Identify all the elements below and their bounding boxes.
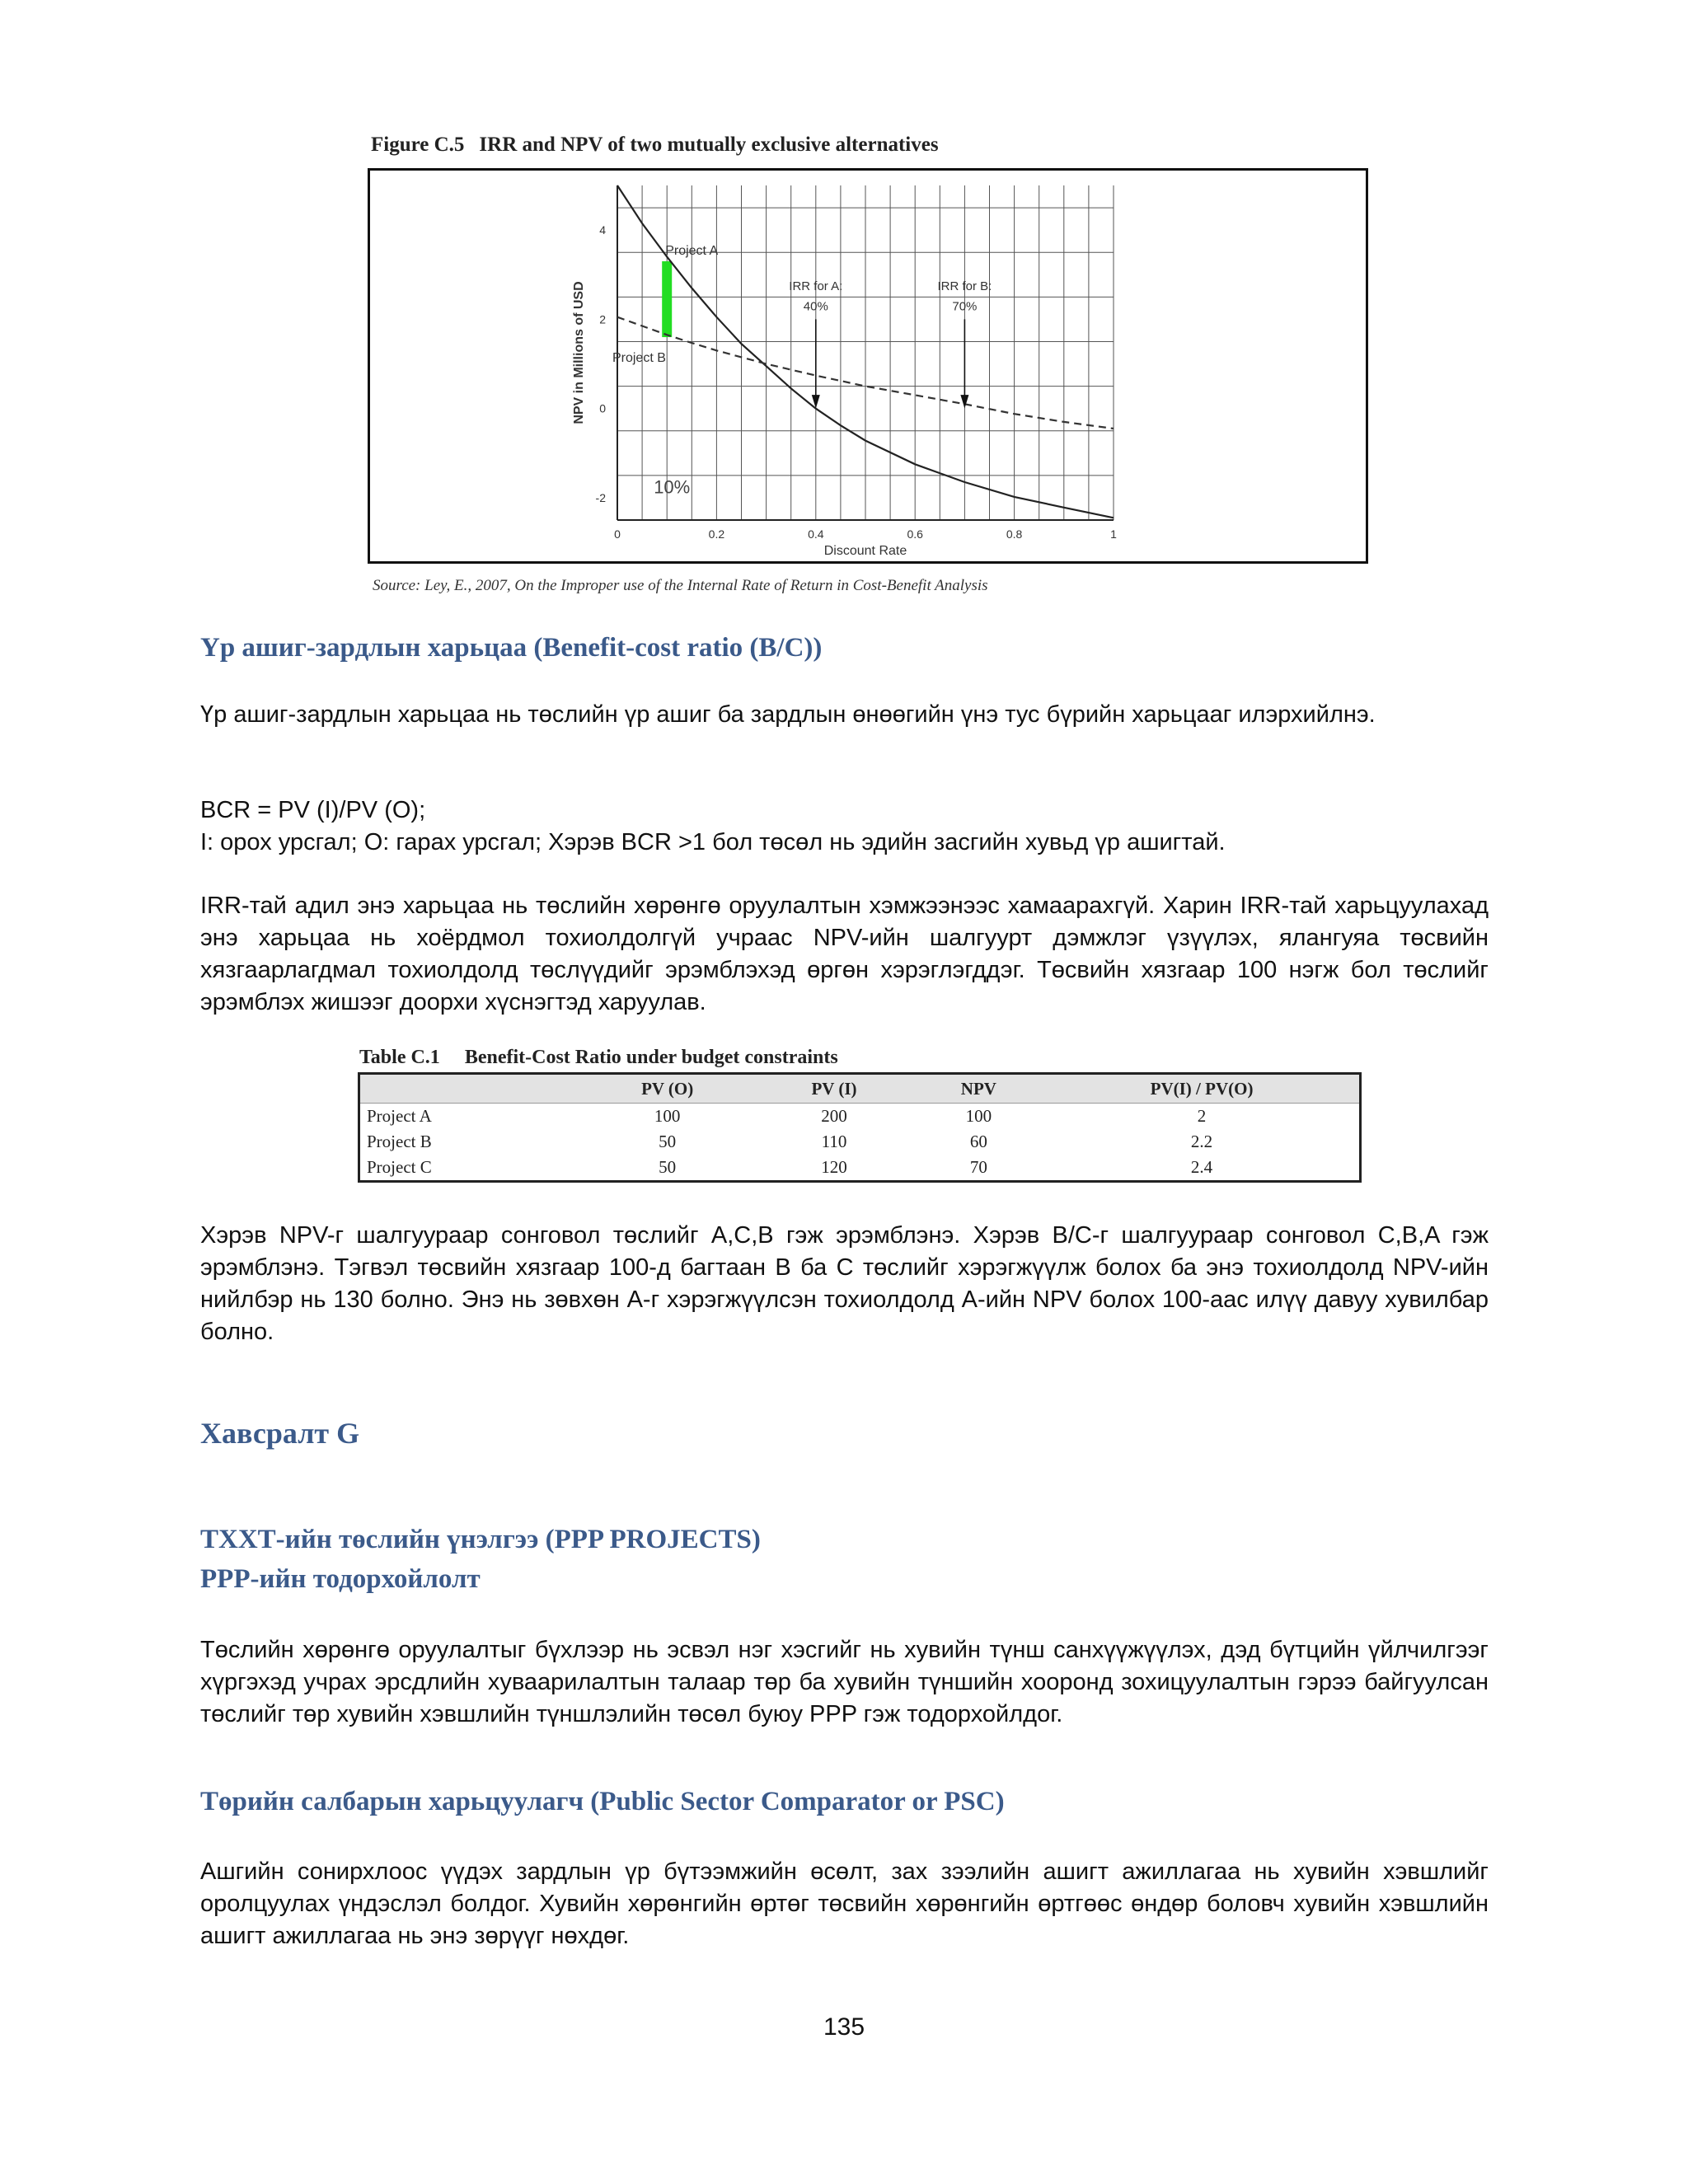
x-tick-label: 0.6 bbox=[907, 527, 923, 541]
paragraph-text: Үр ашиг-зардлын харьцаа нь төслийн үр ашиг ба зардлын өнөөгийн үнэ тус бүрийн харьцааг илэрхийлнэ. bbox=[200, 701, 1376, 728]
figure-source: Source: Ley, E., 2007, On the Improper use of the Internal Rate of Return in Cost-Benefit Analysis bbox=[373, 577, 988, 594]
y-tick-label: 2 bbox=[599, 312, 606, 326]
table-cell: 120 bbox=[821, 1157, 847, 1177]
rate-10-marker bbox=[662, 261, 672, 337]
x-axis-label: Discount Rate bbox=[823, 544, 907, 558]
series-label-project-a: Project A bbox=[665, 243, 719, 258]
page-number: 135 bbox=[823, 2013, 865, 2041]
table-cell: 200 bbox=[821, 1106, 847, 1126]
section-heading-ppp-projects: ТХХТ-ийн төслийн үнэлгээ (PPP PROJECTS) bbox=[200, 1525, 761, 1554]
figure-label: Figure C.5 bbox=[371, 134, 465, 156]
chart-background bbox=[370, 171, 1366, 561]
y-tick-label: -2 bbox=[595, 490, 606, 504]
table-label: Table C.1 bbox=[359, 1047, 440, 1068]
table-row bbox=[359, 1155, 1361, 1182]
bcr-table bbox=[358, 1072, 1362, 1183]
table-header-cell: PV (I) bbox=[755, 1074, 912, 1104]
table-cell: 70 bbox=[969, 1157, 987, 1177]
table-cell: 2.2 bbox=[1190, 1132, 1213, 1151]
y-tick-label: 4 bbox=[599, 223, 606, 237]
table-cell: Project C bbox=[367, 1157, 432, 1177]
table-header-row bbox=[359, 1074, 1361, 1104]
paragraph-text: Хэрэв NPV-г шалгуураар сонговол төслийг A,C,B гэж эрэмблэнэ. Хэрэв B/C-г шалгуураар сонговол C,B,A гэж эрэмблэнэ. Тэгвэл төсвийн хязгаар 100-д багтаан B ба C төслийг хэрэгжүүлж болох ба энэ тохиолдолд NPV-ийн нийлбэр нь 130 болно. Энэ нь зөвхөн A-г хэрэгжүүлсэн тохиолдолд A-ийн NPV болох 100-аас илүү давуу хувилбар болно. bbox=[200, 1222, 1489, 1345]
table-title: Benefit-Cost Ratio under budget constraints bbox=[464, 1047, 838, 1068]
x-tick-label: 0.8 bbox=[1006, 527, 1023, 541]
irr-b-label: IRR for B: bbox=[937, 279, 992, 294]
table-header-cell: PV(I) / PV(O) bbox=[1044, 1074, 1360, 1104]
table-header-cell: NPV bbox=[913, 1074, 1044, 1104]
figure-frame bbox=[368, 168, 1368, 564]
paragraph-psc bbox=[200, 1856, 1489, 1952]
table-cell: 60 bbox=[969, 1132, 987, 1151]
table-cell: 50 bbox=[659, 1132, 677, 1151]
table-header-cell bbox=[359, 1074, 580, 1104]
table-row bbox=[359, 1129, 1361, 1155]
y-tick-label: 0 bbox=[599, 401, 606, 415]
table-row bbox=[359, 1104, 1361, 1130]
paragraph-bcr-formula bbox=[200, 794, 1489, 859]
rate-10-label: 10% bbox=[654, 476, 691, 498]
bcr-formula: BCR = PV (I)/PV (O); bbox=[200, 797, 426, 823]
paragraph-ranking-example bbox=[200, 1220, 1489, 1348]
paragraph-bcr-irr-comparison bbox=[200, 890, 1489, 1019]
table-cell: 110 bbox=[821, 1132, 847, 1151]
paragraph-bcr-definition bbox=[200, 699, 1489, 731]
x-tick-label: 0.4 bbox=[808, 527, 824, 541]
paragraph-text: Төслийн хөрөнгө оруулалтыг бүхлээр нь эсвэл нэг хэсгийг нь хувийн түнш санхүүжүүлэх, дэд бүтцийн үйлчилгээг хүргэхэд учрах эрсдлийн хуваарилалтын талаар төр ба хувийн түншийн хооронд зохицуулалтын гэрээ байгуулсан төслийг төр хувийн хэвшлийн түншлэлийн төсөл буюу PPP гэж тодорхойлдог. bbox=[200, 1637, 1489, 1727]
table-cell: 2 bbox=[1197, 1106, 1207, 1126]
section-heading-benefit-cost: Үр ашиг-зардлын харьцаа (Benefit-cost ratio (B/C)) bbox=[200, 633, 823, 663]
x-tick-label: 1 bbox=[1110, 527, 1117, 541]
figure-title: IRR and NPV of two mutually exclusive alternatives bbox=[479, 134, 939, 156]
paragraph-text: IRR-тай адил энэ харьцаа нь төслийн хөрөнгө оруулалтын хэмжээнээс хамаарахгүй. Харин IRR-тай харьцуулахад энэ харьцаа нь хоёрдмол тохиолдолгүй учраас NPV-ийн шалгуурт дэмжлэг үзүүлэх, ялангуяа төсвийн хязгаарлагдмал тохиолдолд төслүүдийг эрэмблэхэд өргөн хэрэглэгддэг. Төсвийн хязгаар 100 нэгж бол төслийг эрэмблэх жишээг доорхи хүснэгтэд харуулав. bbox=[200, 893, 1489, 1015]
table-cell: 100 bbox=[965, 1106, 992, 1126]
table-cell: 50 bbox=[659, 1157, 677, 1177]
irr-a-label: IRR for A: bbox=[789, 279, 843, 294]
table-cell: Project A bbox=[367, 1106, 432, 1126]
npv-irr-chart bbox=[370, 171, 1366, 561]
table-header-cell: PV (O) bbox=[579, 1074, 755, 1104]
series-label-project-b: Project B bbox=[612, 350, 666, 365]
section-heading-psc: Төрийн салбарын харьцуулагч (Public Sector Comparator or PSC) bbox=[200, 1787, 1005, 1816]
table-cell: Project B bbox=[367, 1132, 432, 1151]
irr-a-value: 40% bbox=[803, 299, 828, 314]
bcr-formula-legend: I: орох урсгал; O: гарах урсгал; Хэрэв BCR >1 бол төсөл нь эдийн засгийн хувьд үр ашигтай. bbox=[200, 829, 1226, 855]
y-axis-label: NPV in Millions of USD bbox=[572, 281, 586, 424]
figure-caption bbox=[371, 134, 939, 157]
irr-b-value: 70% bbox=[952, 299, 978, 314]
x-tick-label: 0.2 bbox=[708, 527, 725, 541]
table-cell: 2.4 bbox=[1190, 1157, 1213, 1177]
section-heading-ppp-definition: PPP-ийн тодорхойлолт bbox=[200, 1564, 481, 1594]
appendix-heading: Хавсралт G bbox=[200, 1417, 360, 1450]
table-cell: 100 bbox=[654, 1106, 681, 1126]
x-tick-label: 0 bbox=[614, 527, 621, 541]
paragraph-text: Ашгийн сонирхлоос үүдэх зардлын үр бүтээмжийн өсөлт, зах зээлийн ашигт ажиллагаа нь хувийн хэвшлийг оролцуулах үндэслэл болдог. Хувийн хөрөнгийн өртөг төсвийн хөрөнгийн өртгөөс өндөр боловч хувийн хэвшлийн ашигт ажиллагаа нь энэ зөрүүг нөхдөг. bbox=[200, 1858, 1489, 1949]
table-caption bbox=[359, 1047, 838, 1069]
paragraph-ppp-definition bbox=[200, 1634, 1489, 1731]
